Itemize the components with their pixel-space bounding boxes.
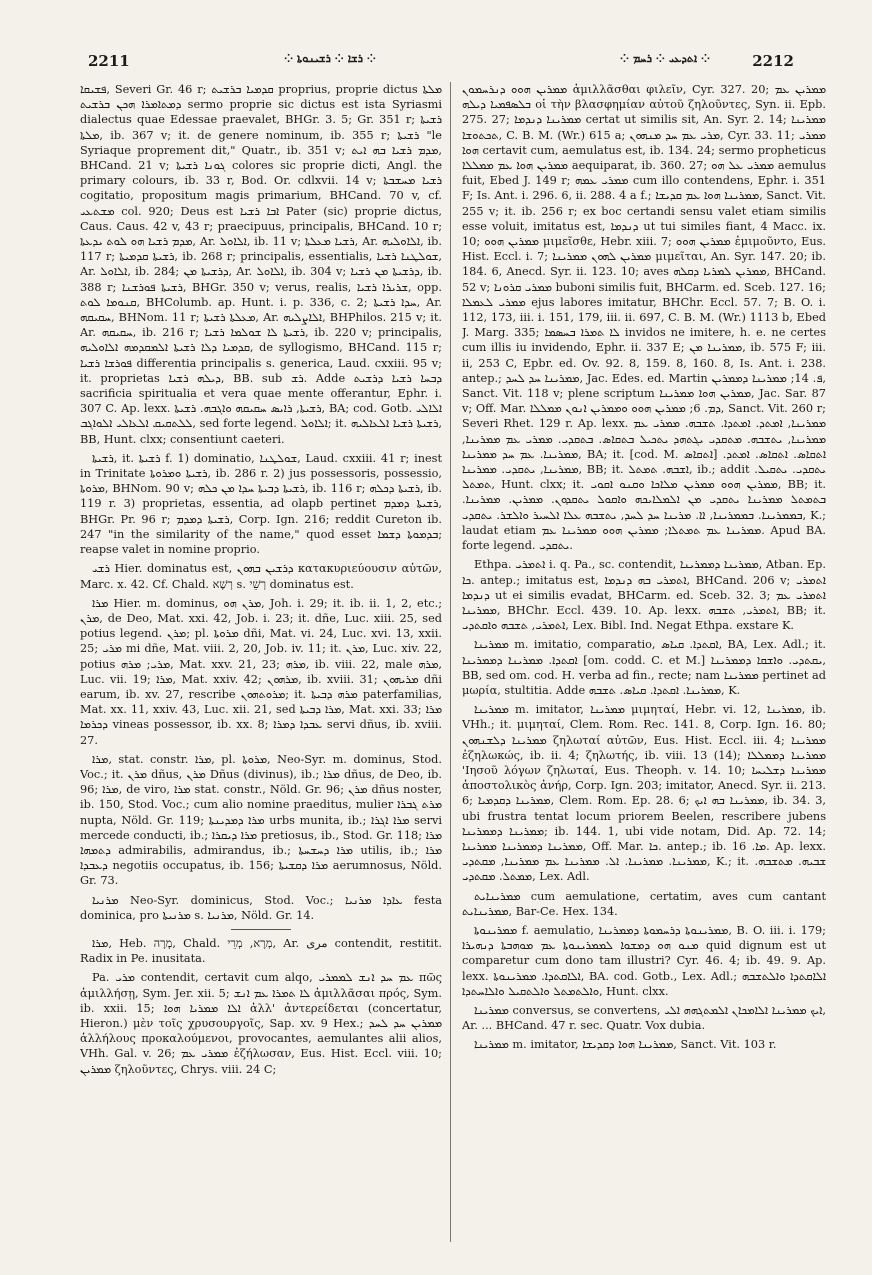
- entry-paragraph: ܡܡܪܝܢܐ m. imitatio, comparatio, ܐܩܬܕܐ. ܩܝܐܣ, BA, Lex. Adl.; it. ܐܩܬܕܐ. ܡܡܪܝܢܐ ܕܡܡܪܝܢܐ [om. codd. C. et M.] ܝܩܬܕܝ. ܘܐܫܩܐ ܕܡܡܪܝܢܐ, BB, sed om. cod. H. verba ad fin., recte; nam ܡܡܪܝܢܐ pertinet ad μωρία, stultitia. Adde ܡܡܪܝܢܐ. ܐܩܬܕܐ. ܩܝܐܣ. ܬܫܒܗ, K.: [462, 638, 826, 697]
- right-column: [462, 82, 826, 1242]
- entry-paragraph: ܡܡܪܝܢܐ m. imitator, ܡܡܪܝܢܐ ܗܘܐ ܕܩܕܝܫܐ, Sanct. Vit. 103 r.: [474, 1038, 777, 1052]
- entry-paragraph: ܡܡܪܝܢܐ conversus, se convertens, ܐܝܟ ܡܡܪܝܢܐ ܐܠܐܡܟܐܢ ܐܠܡܬܓܗܗ ܐܠܝ, Ar. ... BHCand. 47 r. sec. Quatr. Vox dubia.: [462, 1003, 826, 1033]
- section-divider: [231, 929, 291, 930]
- page-header: [60, 52, 812, 72]
- entry-paragraph: ܪܫܝܬܐ, it. ܪܫܝܬܐ f. 1) dominatio, ܫܘܠܛܢܐ, Laud. cxxiii. 41 r; inest in Trinitate ܪܫܝܬܐ ܘܡܪܘܬܐ, ib. 286 r. 2) jus possessoris, possessio, ܡܪܘܬܐ, BHNom. 90 v; ܪܫܝܬܐ ܕܒܝܬܐ ܚܕܐ ܡܢ ܟܠܗ, ib. 116 r; ܪܫܝܬܐ ܕܟܠܗ, ib. 119 r. 3) proprietas, essentia, ad olapb pertinet ܪܫܝܬܐ ܕܡܕܡ, BHGr. Pr. 96 r; ܪܫܝܬܐ ܕܡܕܡ, Corp. Ign. 216; reddit Cureton ib. 247 "in the similarity of the name," quod esset ܒܕܡܘܬܐ ܕܫܡܐ; reapse valet in nomine proprio.: [80, 451, 442, 557]
- entry-paragraph: ܡܪܢܝܐ Neo-Syr. dominicus, Stod. Voc.; ܥܐܕܐ ܡܪܢܝܐ festa dominica, pro ܡܪܢܝܬܐ s. ܡܪܢܝܐ, Nöld. Gr. 14.: [80, 893, 442, 922]
- running-head-left: ⁘ ܪܫܐ ⁘ ܪܫܝܢܘܬܐ ⁘: [284, 52, 376, 65]
- entry-paragraph: ܡܪܐ, stat. constr. ܡܪܐ, pl. ܡܪܘܬܐ, Neo-Syr. m. dominus, Stod. Voc.; it. ܡܪܢ dñus, ܡܪܢ Dñus (divinus), ib.; ܡܪܐ dñus, de Deo, ib. 96; ܡܪܐ, de viro, ܡܪܐ stat. constr., Nöld. Gr. 96; ܡܪܢ dñus noster, ib. 150, Stod. Voc.; cum alio nomine praeditus, mulier ܡܪܬ ܓܒܪܐ nupta, Nöld. Gr. 119; ܡܪܐ ܕܡܕܝܢܬܐ urbs munita, ib.; ܡܪܐ ܐܓܪܐ servi mercede conducti, ib.; ܡܪܐ ܕܝܩܪܐ pretiosus, ib., Stod. Gr. 118; ܡܪܐ ܕܬܡܗܐ admirabilis, admirandus, ib.; ܡܪܐ ܕܚܫܚܬܐ utilis, ib.; ܡܪܐ ܕܥܒܕܐ negotiis occupatus, ib. 156; ܡܪܐ ܕܩܫܝܬܐ aerumnosus, Nöld. Gr. 73.: [80, 752, 442, 888]
- left-column: [80, 82, 442, 1242]
- entry-paragraph: Ethpa. ܐܬܡܪܝ i. q. Pa., sc. contendit, ܡܡܪܝܢܐ ܕܡܡܪܝܢܐ, Atban. Ep. ܟܐ. antep.; imitatus est, ܐܬܡܪܝ ܒܗ ܕܢܕܡܐ, BHCand. 206 v; ܐܬܡܪܝ ܕܢܕܡܐ ut ei similis evadat, BHCarm. ed. Sceb. 32. 3; ܐܬܡܪܝ ܥܡ ܡܡܪܝܢܐ, BHChr. Eccl. 439. 10. Ap. lexx. ܐܬܡܪܝ, ܬܫܒܗ, BB; it. ܐܬܡܪܝ, ܬܫܒܗ ܘܐܩܬܕܝ, Lex. Bibl. Ind. Negat Ethpa. exstare K.: [462, 558, 826, 633]
- entry-paragraph: ܡܡܪܝܢܐܝܬ cum aemulatione, certatim, aves cum cantant ܡܡܪܝܢܐܝܬ, Bar-Ce. Hex. 134.: [462, 889, 826, 918]
- page-number-left: 2211: [88, 52, 130, 70]
- column-divider: [450, 82, 451, 1242]
- entry-paragraph: ܡܪܐ, Heb. מָרָה, Chald. מְרָא, מְרֵי, Ar. مرى contendit, restitit. Radix in Pe. inusitata.: [80, 936, 442, 966]
- entry-paragraph: ܡܪܐ Hier. m. dominus, ܡܪܢ ܗܘ, Joh. i. 29; it. ib. ii. 1, 2, etc.; ܡܪܢ, de Deo, Mat. xxi. 42, Job. i. 23; it. dñe, Luc. xiii. 25, sed potius legend. ܡܪܢ; pl. ܡܪܘܬܐ dñi, Mat. vi. 24, Luc. xvi. 13, xxii. 25; ܡܪܝ mi dñe, Mat. viii. 2, 20, Job. iv. 11; it. ܡܪܢ, Luc. xiv. 22, potius ܡܪܝ; ܡܪܗ, Mat. xxv. 21, 23; ܡܪܗ, ib. viii. 22, male ܡܪܗ, Luc. vii. 19; ܡܪܐ, Mat. xxiv. 42; ܡܪܗܘܢ, ib. xviii. 31; ܡܪܝܗܘܢ dñi earum, ib. xv. 27, rescribe ܡܪܘܬܗܘܢ; it. ܡܪܗ ܕܒܝܬܐ paterfamilias, Mat. xx. 11, xxiv. 43, Luc. xii. 21, sed ܡܪܐ ܕܒܝܬܐ, Mat. xxi. 33; ܡܪܐ ܕܟܪܡܐ vineas possessor, ib. xx. 8; ܥܒܕܐ ܕܡܪܐ servi dñus, ib. xviii. 27.: [80, 596, 442, 747]
- entry-paragraph: ܦܫܝܩܐ, Severi Gr. 46 r; ܩܕܡܝܐ ܒܪܫܝܬ proprius, proprie dictus ܡܠܬܐ ܕܡܬܐܡܪܐ ܗܟܢ ܒܪܫܝܬ sermo proprie sic dictus est ista Syriasmi dialectus quae Edessae praevalet, BHGr. 3. 5; Gr. 351 r; ܪܫܝܬܐ ܡܠܬܐ, ib. 367 v; it. de genere nominum, ib. 355 r; ܪܫܝܬܐ "le Syriaque proprement dit," Quatr., ib. 351 v; ܡܕܡ ܪܫܝܐ ܒܗ ܐܝܬ, BHCand. 21 v; ܓܘܢܐ ܪܫܝܬܐ colores sic proprie dicti, Angl. the primary colours, ib. 33 r, Bod. Or. cdlxvii. 14 v; ܪܫܝܐ ܡܚܫܒܬܐ cogitatio, propositum magis primarium, BHCand. 70 v, cf. ܡܫܬܥܝ col. 920; Deus est ܐܒܐ ܪܫܝܐ Pater (sic) proprie dictus, Caus. Caus. 42 v, 43 r; praecipuus, principalis, BHCand. 10 r; ܡܕܡ ܪܫܝܐ ܗܘ ܠܘܬ ܝܕܥܬܐ, Ar. ܐܠܐܘܠ, ib. 11 v; ܪܫܝܐ ܡܥܠܬܐ, Ar. ܐܠܐܘܠܝܗ, ib. 117 r; ܪܫܝܬܐ ܩܕܡܝܬܐ, ib. 268 r; principalis, essentialis, ܫܘܠܛܢܐ ܪܫܝܐ, Ar. ܐܠܐܘܠ, ib. 284; ܕܪܫܝܬܐ ܡܢ, Ar. ܐܠܐܘܠ, ib. 304 v; ܕܪܫܝܬܐ ܡܢ ܪܫܝܐ, ib. 388 r; ܪܫܝܬܐ ܦܘܪܫܢܐ, BHGr. 350 v; verus, realis, ܫܪܝܪܐ ܪܫܝܐ, opp. ܩܢܘܡܐ ܠܘܬ, BHColumb. ap. Hunt. i. p. 336, c. 2; ܚܕܐ ܪܫܝܬܐ, Ar. ܚܩܝܩܗ, BHNom. 11 r; ܡܥܠܬܐ ܪܫܝܬܐ, Ar. ܐܠܐܨܠܝܗ, BHPhilos. 215 v; it. Ar. ܚܩܝܩܗ, ib. 216 r; ܪܫܝܬܐ ܠܐ ܫܘܠܡܐ ܪܫܝܐ, ib. 220 v; principalis, ܩܕܡܝܐ ܕܠܐ ܪܫܝܬܐ ܐܠܡܩܕܡܗ ܐܠܐܘܠܝܗ, de syllogismo, BHCand. 115 r; ܦܘܪܫܐ ܪܫܝܐ differentia principalis s. generica, Laud. cxxiii. 95 v; it. proprietas ܕܝܠܗ ܪܫܝܐ, BB. sub ܪܫ. Adde ܕܒܚܐ ܪܫܝܐ ܕܪܫܝܬ sacrificia spiritualia et vera quae mente offerantur, Ephr. i. 307 C. Ap. lexx. ܪܫܝܬܐ, ܪܐܝܣ ܚܩܝܩܗ ܘܐܓܒܗ. ܪܫܝܬܐ, BA; cod. Gotb. ܐܠܐܠܝ ܠܠܬܩܝܩ ܐܠܥܐܠܝ ܐܠܘܐܓܒ, sed forte legend. ܐܠܐܘܠ; it. ܪܫܝܬܐ ܪܫܝܐ ܐܠܥܐܠܝܗ, BB, Hunt. clxx; consentiunt caeteri.: [80, 83, 442, 446]
- page-number-right: 2212: [752, 52, 794, 70]
- entry-paragraph: ܡܡܪܝܢܐ m. imitator, ܡܡܪܝܢܐ μιμηταί, Hebr. vi. 12, ܡܡܪܝܢܐ, ib. VHh.; it. μιμηταί, Clem. Rom. Rec. 141. 8, Corp. Ign. 16. 80; ܡܡܪܝܢܐ ܕܠܫܢܗܘܢ ζηλωταί αὐτῶν, Eus. Hist. Eccl. iii. 4; ܡܡܪܝܢܐ ἐζηλωκώς, ib. ii. 4; ζηλωτής, ib. viii. 13 (14); ܡܡܪܝܢܐ ܕܡܡܠܠܐ 'Ιησοῦ λόγων ζηλωταί, Eus. Theoph. v. 14. 10; ܡܡܪܝܢܐ ܕܫܠܝܚܐ ἀποστολικὸς ἀνήρ, Corp. Ign. 203; imitator, Anecd. Syr. ii. 213. 6; ܡܡܪܝܢܐ ܕܩܕܡܝܐ, Clem. Rom. Ep. 28. 6; ܡܡܪܝܢܐ ܒܗ ܐܝܟ, ib. 34. 3, ubi frustra tentat locum priorem Beelen, rescribere jubens ܡܡܪܝܢܐ ܕܡܡܪܝܢܐ; ib. 144. 1, ubi vide notam, Did. Ap. 72. 14; ܡܡܪܝܢܐ ܕܡܡܪܝܢܐ ܡܡܪܝܢܐ, Off. Mar. ܟܐ. antep.; ib. ܡܐ. 16. Ap. lexx. ܡܡܪܝܢܐ. ܡܡܪܝܢܐ. ܐܠ. ܡܡܪܝܢܐ ܥܡ ܡܡܪܝܢܐ, ܡܩܬܕܝ, K.; it. ܫܒܝܗ. ܡܬܫܒܗ. ܡܡܬܠ. ܡܩܬܕܝ, Lex. Adl.: [462, 703, 826, 884]
- entry-paragraph: ܡܡܪܝܢ ܗܘܘ ܕܢܪܚܡܘܢ ἁμιλλᾶσθαι φιλεῖν, Cyr. 327. 20; ܡܡܪܝܢ ܥܡ ܒܠܣܦܡܝܐ ܕܝܠܗ οἱ τὴν βλασφημίαν αὐτοῦ ζηλοῦντες, Syn. ii. Epb. 275. 27; ܡܡܪܝܢܐ ܕܢܕܡܐ certat ut similis sit, An. Syr. 2. 14; ܡܡܪܝܢܐ ܬܟܬܘܫܐ, C. B. M. (Wr.) 615 a; ܡܪܝ ܥܡ ܚܕ ܡܢܗܘܢ, Cyr. 33. 11; ܡܡܪܝ ܗܘܐ certavit cum, aemulatus est, ib. 134. 24; sermo propheticus ܡܡܪܝܢ ܗܘܐ ܥܡ ܡܡܠܠܐ aequiparat, ib. 360. 27; ܡܡܪܝ ܥܠ ܗܘ aemulus fuit, Ebed J. 149 r; ܡܡܪܝ ܥܡܗ cum illo contendens, Ephr. i. 351 F; Is. Ant. i. 296. 6, ii. 288. 4 a f.; ܡܡܪܝܢܐ ܗܘܐ ܥܡ ܩܕܝܫܐ, Sanct. Vit. 255 v; it. ib. 256 r; ex boc certandi sensu valet etiam similis esse voluit, imitatus est, ܕܢܕܡܐ ut tui similes fiant, 4 Macc. ix. 10; ܡܡܪܝܢ ܗܘܘ μιμεῖσθε, Hebr. xiii. 7; ܡܡܪܝܢ ܗܘܘ ἐμιμοῦντο, Eus. Hist. Eccl. i. 7; ܡܡܪܝܢ ܠܗܘܢ ܡܡܪܝܢܐ μιμεῖται, An. Syr. 147. 20; ib. 184. 6, Anecd. Syr. ii. 123. 10; aves ܡܡܪܝܢ ܠܡܪܝܐ ܕܩܠܗ, BHCand. 52 v; ܡܡܪܝ ܩܪܘܢܐ buboni similis fuit, BHCarm. ed. Sceb. 127. 16; ܡܡܪܝ ܠܥܡܠܐ ejus labores imitatur, BHChr. Eccl. 57. 7; B. O. i. 112, 173, iii. i. 151, 179, iii. ii. 697, C. B. M. (Wr.) 1113 b, Ebed J. Marg. 335; ܠܐ ܬܡܪܐ ܒܚܣܡܐ invidos ne imitere, h. e. ne certes cum illis iu invidendo, Ephr. ii. 337 E; ܡܡܪܝܢܐ ܡܢ, ib. 575 F; iii. ii, 253 C, Epbr. ed. Ov. 92. 8, 159. 8, 160. 8, Is. Ant. i. 238. antep.; ܡܡܪܝܢܐ ܚܕ ܠܚܕ, Jac. Edes. ed. Martin ܦ. 14; ܡܡܪܝܢܐ ܕܡܡܪܝܢ, Sanct. Vit. 118 v; plene scriptum ܡܡܪܝܢ ܗܘܐ ܡܡܪܝܢܐ, Jac. Sar. 87 v; Off. Mar. ܕܡ. 6; ܡܡܪܝܢ ܗܘܘ ܘܡܡܪܝܢ ܐܢܘܢ ܡܡܠܠܐ, Sanct. Vit. 260 r; Severi Rhet. 129 r. Ap. lexx. ܡܡܪܝܢܐ, ܐܡܬܕ. ܐܡܬܕܐ. ܬܫܒܗ. ܡܡܪܝ ܥܡ ܡܡܪܝܢܐ, ܝܬܫܒܗ. ܡܬܩܕܝ ܝܓܬܗܕ ܝܬܟܝܠ ܒܬܩܐܣ. ܒܬܩܕܝ. ܡܡܪܝ ܥܡ ܡܡܪܝܢܐ, ܡܡܪܝܢܐ. ܥܡ ܚܕ ܡܡܪܝܢܐ, BA; it. [cod. M. ܐܬܩܐܣ] ܐܬܩܐܣ. ܐܬܩܐܣ. ܐܡܬܕ. ܡܡܪܝܢܐ, ܝܬܩܕܝ. ܡܡܪܝܢܐ, BB; it. ܐܫܒܗ. ܬܡܬܠ, ib.; addit ܝܬܩܕܝ. ܝܬܩܝܠ. ܬܡܬܠ, Hunt. clxx; it. ܡܡܪܝܢ ܗܘܘ ܡܡܪܝܢ ܡܠܐܟܐ ܘܩܢܘ ܐܩܘܝ, BB; it. ܒܬܡܬܠ ܡܡܪܝܢܐ ܝܬܩܕܝ ܡܢ ܐܠܡܠܐܝܟܗ ܘܐܩܘܠ ܝܬܩܕܘܢ. ܡܡܪܝܢ. ܡܡܪܝܢܐ. ܒܡܡܪܝܢܐ. ܒܡܡܪܝܢܐ, ܐܐ. ܡܪܝܢܐ ܚܕ ܠܚܕ, ܝܬܫܒܗ ܥܠܐ ܐܠܚܝܪ ܘܐܠܫܪ. ܝܬܩܕܝ, K.; laudat etiam ܡܡܪܝܢܐ ܥܡ ܬܡܬܠܐ; ܡܡܪܝܢ ܗܘܘ ܡܡܪܝܢܐ ܥܡ. Apud BA. forte legend. ܝܬܩܕܝ.: [462, 83, 826, 553]
- entry-paragraph: ܡܡܪܝܢܘܬܐ f. aemulatio, ܡܡܪܝܢܘܬܐ ܕܪܚܡܘܬܐ ܕܡܡܪܝܢܐ, B. O. iii. i. 179; ܡܢܘ ܗܘ ܕܡܫܘܐ ܠܡܡܪܝܢܘܬܐ ܥܡ ܡܘܗܒܬܐ ܕܢܗܝܪܐ quid dignum est ut comparetur cum dono tam illustri? Cyr. 46. 4; ib. 49. 9. Ap. lexx. ܐܠܐܩܬܕܐ. ܡܡܪܝܢܘܬܐ, BA. cod. Gotb., Lex. Adl.; ܐܠܐܩܬܕܐ ܘܐܠܬܫܒܗ ܘܐܠܬܡܬܠ ܘܐܠܬܩܝܠ ܘܐܠܐܚܬܕܐ, Hunt. clxx.: [462, 923, 826, 998]
- entry-paragraph: ܪܫܝ Hier. dominatus est, ܕܪܫܝܢ ܒܗܘܢ κατακυριεύουσιν αὐτῶν, Marc. x. 42. Cf. Chald. רְשָׁא s. רְשֵׁי dominatus est.: [80, 562, 442, 591]
- running-head-right: ⁘ ܐܬܕܥܝ ⁘ ܪܚܡ ⁘: [619, 52, 711, 65]
- entry-paragraph: Pa. ܡܪܝ contendit, certavit cum alqo, ܥܡ ܚܕ ܐܢܫ ܠܡܡܪܝ πῶς ἁμιλλήσῃ, Sym. Jer. xii. 5; ܠܐ ܬܡܪܐ ܥܡ ܐܢܫ ἁμιλλᾶσαι πρός, Sym. ib. xxii. 15; ܐܠܐ ܡܡܪܝܐ ܗܘܐ ἀλλ' ἀντερείδεται (concertatur, Hieron.) μὲν τοῖς χρυσουργοῖς, Sap. xv. 9 Hex.; ܡܡܪܝܢ ܚܕ ܠܚܕ ἀλλήλους προκαλούμενοι, provocantes, aemulantes alii alios, VHh. Gal. v. 26; ܡܡܪܝ ܥܡ ἐζήλωσαν, Eus. Hist. Eccl. viii. 10; ܡܡܪܝܢ ζηλοῦντες, Chrys. viii. 24 C;: [80, 971, 442, 1076]
